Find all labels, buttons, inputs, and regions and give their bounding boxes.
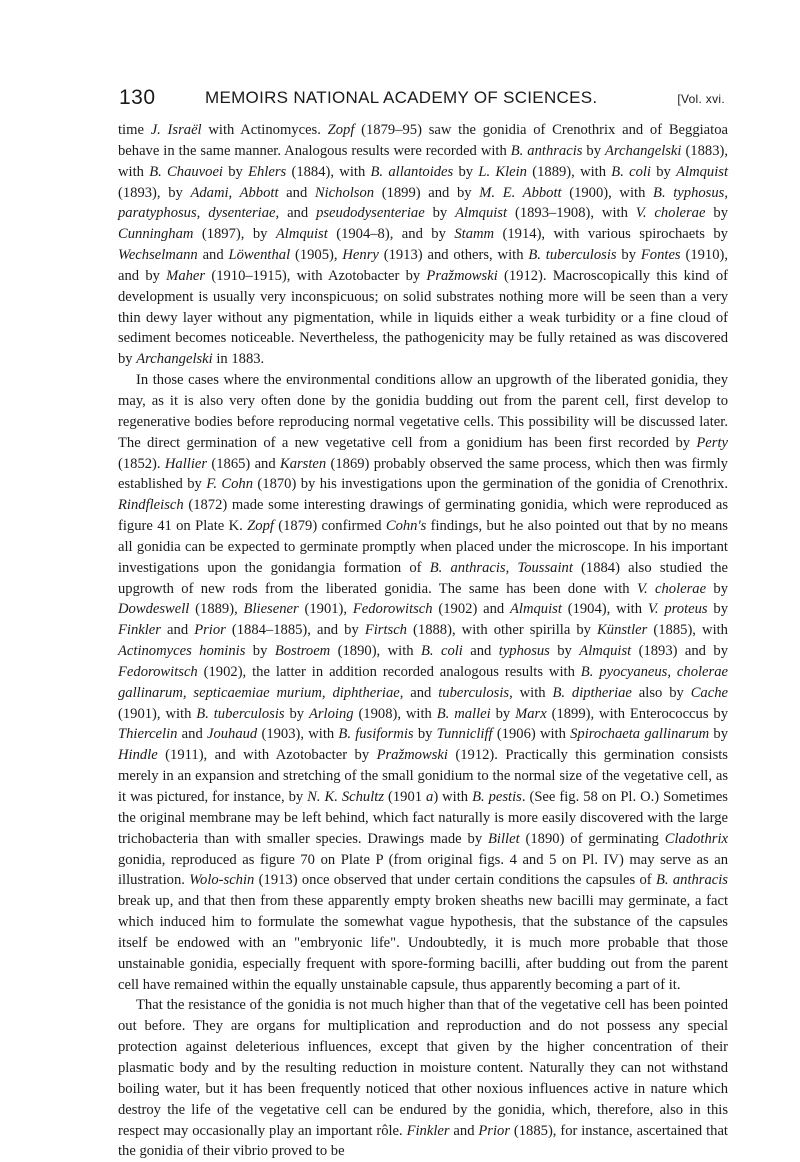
italic-run: Adami, Abbott — [190, 184, 279, 201]
italic-run: Cladothrix — [664, 830, 728, 847]
italic-run: Hindle — [118, 747, 158, 764]
page-header — [119, 86, 725, 110]
italic-run: Zopf — [327, 122, 355, 138]
text-run: (1913) once observed that under certain conditions the capsules of — [254, 872, 656, 889]
text-run: (1884) also studied the upgrowth of new rods from the liberated gonidia. The same has been done with — [118, 559, 728, 597]
italic-run: Fontes — [640, 247, 681, 264]
italic-run: Jouhaud — [206, 726, 258, 743]
italic-run: Almquist — [676, 163, 729, 180]
italic-run: Bostroem — [274, 643, 331, 660]
italic-run: B. typhosus, paratyphosus, dysenteriae, — [118, 184, 728, 222]
text-run: (1879) confirmed — [273, 518, 386, 535]
italic-run: Fedorowitsch — [118, 663, 198, 680]
text-run: by — [284, 705, 309, 722]
italic-run: Künstler — [597, 622, 648, 639]
italic-run: Billet — [488, 830, 520, 847]
text-run: break up, and that then from these apparently empty broken sheaths new bacilli may germinate, a fact which induced him to formulate the somewhat vague hypothesis, that the substance of the capsules itself be endowed with an "embryonic life". Undoubtedly, it is much more probable that those unstainable gonidia, especially frequent with spore-forming bacilli, after budding out from the parent cell have remained within the equally unstainable capsule, thus apparently becoming a part of it. — [118, 893, 728, 993]
text-run: and — [197, 247, 229, 264]
italic-run: Marx — [515, 705, 547, 722]
text-run: (1865) and — [207, 455, 280, 472]
text-run: by — [424, 205, 456, 222]
text-run: by — [705, 205, 728, 222]
text-run: (1872) made some interesting drawings of germinating gonidia, which were reproduced as figure 41 on Plate K. — [118, 497, 728, 535]
italic-run: Almquist — [510, 601, 562, 618]
italic-run: J. Israël — [150, 122, 202, 138]
text-run: by — [651, 163, 677, 180]
text-run: (1906) with — [492, 726, 571, 743]
text-run: (1889), with — [526, 163, 612, 180]
text-run: (1901), with — [118, 705, 197, 722]
text-run: by — [616, 247, 641, 264]
text-run: ) with — [433, 789, 473, 805]
italic-run: Karsten — [279, 455, 327, 472]
italic-run: B. anthracis — [655, 872, 728, 889]
text-run: (1897), by — [193, 226, 276, 243]
text-run: gonidia, reproduced as figure 70 on Plate P (from original figs. 4 and 5 on Pl. IV) may serve as an illustration. — [118, 851, 728, 889]
italic-run: Bliesener — [243, 601, 299, 618]
italic-run: typhosus — [498, 643, 550, 660]
italic-run: Almquist — [579, 643, 632, 660]
paragraph — [118, 120, 728, 370]
text-run: and — [403, 684, 439, 701]
text-run: (1910–1915), with Azotobacter by — [205, 267, 427, 284]
italic-run: Zopf — [247, 518, 274, 535]
text-run: findings, but he also pointed out that by no means all gonidia can be expected to germinate promptly when placed under the microscope. In his important investigations upon the gonidangia formation of — [118, 518, 728, 576]
text-run: In those cases where the environmental conditions allow an upgrowth of the liberated gonidia, they may, as it is also very often done by the gonidia budding out from the parent cell, first develop to regenerative bodies before reproducing normal vegetative cells. This possibility will be discussed later. The direct germination of a new vegetative cell from a gonidium has been first recorded by — [118, 372, 728, 451]
text-run: by — [707, 601, 728, 618]
text-run: (1904), with — [561, 601, 648, 618]
text-run: (1885), with — [647, 622, 728, 639]
text-run: (1913) and others, with — [378, 247, 529, 264]
text-run: (1899), with Enterococcus by — [546, 705, 728, 722]
italic-run: Dowdeswell — [118, 601, 190, 618]
italic-run: B. tuberculosis — [528, 247, 617, 264]
italic-run: V. proteus — [647, 601, 708, 618]
text-run: , with — [509, 684, 553, 701]
italic-run: Firtsch — [364, 622, 407, 639]
text-run: by — [549, 643, 580, 660]
running-title: MEMOIRS NATIONAL ACADEMY OF SCIENCES. — [205, 88, 598, 107]
italic-run: B. fusiformis — [338, 726, 414, 743]
body-text — [118, 120, 728, 1162]
text-run: (1883), with — [118, 142, 729, 180]
italic-run: Prior — [194, 622, 226, 639]
text-run: and — [160, 622, 195, 639]
text-run: (1902) and — [432, 601, 510, 618]
paragraph — [118, 995, 728, 1162]
text-run: (1908), with — [353, 705, 437, 722]
italic-run: B. diptheriae — [552, 684, 632, 701]
text-run: (1910), and by — [118, 247, 729, 284]
text-run: (1893–1908), with — [507, 205, 636, 222]
italic-run: B. pestis — [472, 789, 522, 805]
italic-run: Henry — [342, 247, 379, 264]
italic-run: Maher — [166, 267, 206, 284]
italic-run: Wechselmann — [118, 247, 198, 264]
text-run: That the resistance of the gonidia is not much higher than that of the vegetative cell has been pointed out before. They are organs for multiplication and reproduction and do not possess any special protection against deleterious influences, except that given by the higher concentration of their plasmatic body and by the resulting reduction in moisture content. Naturally they can not withstand boiling water, but it has been frequently noticed that other noxious influences active in nature which destroy the life of the vegetative cell can be endured by the gonidia, which, therefore, also in this respect may occasionally play an important rôle. — [118, 997, 728, 1139]
text-run: by — [706, 580, 729, 597]
italic-run: B. coli — [420, 643, 463, 660]
text-run: (1912). Practically this germination consists merely in an expansion and stretching of the small gonidium to the normal size of the vegetative cell, as it was pictured, for instance, by — [118, 747, 728, 805]
text-run: (1852). — [118, 455, 165, 472]
italic-run: Hallier — [164, 455, 208, 472]
text-run: (1905), — [290, 247, 343, 264]
text-run: by — [709, 726, 729, 743]
text-run: (1912). Macroscopically this kind of development is usually very inconspicuous; on solid substrates nothing more will be seen than a very thin dewy layer without any pigmentation, while in liquids either a weak turbidity or a fine cloud of sediment becomes noticeable. Nevertheless, the pathogenicity may be fully retained as was discovered by — [118, 267, 728, 368]
text-run: (1879–95) saw the gonidia of Crenothrix and of Beggiatoa behave in the same manner. Analogous results were recorded with — [118, 122, 728, 159]
italic-run: B. tuberculosis — [196, 705, 285, 722]
italic-run: B. mallei — [436, 705, 491, 722]
text-run: (1885), for instance, ascertained that the gonidia of their vibrio proved to be — [118, 1122, 728, 1160]
text-run: (1899) and by — [374, 184, 480, 201]
italic-run: Almquist — [455, 205, 508, 222]
italic-run: Actinomyces hominis — [118, 643, 246, 660]
text-run: (1914), with various spirochaets by — [494, 226, 728, 243]
text-run: (1889), — [189, 601, 244, 618]
italic-run: Cohn's — [385, 518, 427, 535]
text-run: also by — [631, 684, 691, 701]
text-run: (1888), with other spirilla by — [406, 622, 598, 639]
text-run: (1900), with — [561, 184, 654, 201]
text-run: (1870) by his investigations upon the germination of the gonidia of Crenothrix. — [253, 476, 728, 493]
text-run: (1901 — [384, 789, 427, 805]
text-run: (1903), with — [257, 726, 339, 743]
italic-run: Löwenthal — [228, 247, 291, 264]
text-run: (1869) probably observed the same process, which then was firmly established by — [118, 455, 728, 493]
text-run: by — [453, 163, 479, 180]
italic-run: Prior — [478, 1122, 511, 1139]
text-run: with Actinomyces. — [201, 122, 328, 138]
text-run: (1884), with — [286, 163, 371, 180]
volume-label: [Vol. xvi. — [677, 92, 725, 106]
text-run: time — [118, 122, 151, 138]
italic-run: Thiercelin — [118, 726, 178, 743]
text-run: and — [177, 726, 207, 743]
paragraph — [118, 370, 728, 995]
italic-run: B. allantoides — [370, 163, 454, 180]
text-run: (1890), with — [330, 643, 421, 660]
text-run: (1893), by — [118, 184, 191, 201]
text-run: and — [278, 184, 315, 201]
italic-run: Perty — [696, 434, 728, 451]
italic-run: Archangelski — [605, 142, 682, 159]
italic-run: Arloing — [308, 705, 354, 722]
italic-run: B. anthracis, Toussaint — [429, 559, 573, 576]
italic-run: M. E. Abbott — [479, 184, 562, 201]
italic-run: Finkler — [118, 622, 161, 639]
italic-run: Almquist — [275, 226, 328, 243]
italic-run: Ehlers — [248, 163, 287, 180]
text-run: by — [582, 142, 605, 159]
text-run: and — [279, 205, 317, 222]
text-run: by — [245, 643, 275, 660]
text-run: by — [490, 705, 516, 722]
text-run: and — [449, 1122, 479, 1139]
text-run: (1901), — [298, 601, 353, 618]
italic-run: Nicholson — [314, 184, 375, 201]
italic-run: pseudodysenteriae — [316, 205, 425, 222]
italic-run: F. Cohn — [206, 476, 254, 493]
text-run: (1884–1885), and by — [225, 622, 365, 639]
italic-run: Fedorowitsch — [352, 601, 433, 618]
text-run: (1902), the latter in addition recorded analogous results with — [197, 663, 581, 680]
text-run: (1890) of germinating — [519, 830, 665, 847]
italic-run: L. Klein — [478, 163, 527, 180]
italic-run: Finkler — [406, 1122, 450, 1139]
text-run: by — [222, 163, 249, 180]
italic-run: B. Chauvoei — [149, 163, 223, 180]
text-run: by — [413, 726, 437, 743]
italic-run: Rindfleisch — [118, 497, 184, 514]
text-run: (1893) and by — [631, 643, 728, 660]
italic-run: Tunnicliff — [436, 726, 493, 743]
italic-run: Pražmowski — [426, 267, 498, 284]
italic-run: N. K. Schultz — [307, 789, 385, 805]
italic-run: V. cholerae — [635, 205, 706, 222]
text-run: (1904–8), and by — [327, 226, 455, 243]
italic-run: Cache — [690, 684, 728, 701]
italic-run: Archangelski — [136, 351, 213, 368]
italic-run: B. anthracis — [510, 142, 583, 159]
text-run: and — [462, 643, 499, 660]
text-run: (1911), and with Azotobacter by — [157, 747, 377, 764]
italic-run: Wolo-schin — [189, 872, 255, 889]
italic-run: Cunningham — [118, 226, 194, 243]
italic-run: Spirochaeta gallinarum — [570, 726, 710, 743]
italic-run: Pražmowski — [376, 747, 448, 764]
italic-run: B. coli — [611, 163, 651, 180]
text-run: . (See fig. 58 on Pl. O.) Sometimes the original membrane may be left behind, which fact naturally is more easily discovered with the large trichobacteria than with smaller species. Drawings made by — [118, 789, 728, 847]
text-run: in 1883. — [212, 351, 265, 368]
italic-run: B. pyocyaneus, cholerae gallinarum, septicaemiae murium, diphtheriae, — [118, 663, 728, 701]
page-number: 130 — [119, 86, 156, 109]
italic-run: Stamm — [454, 226, 495, 243]
italic-run: V. cholerae — [636, 580, 707, 597]
italic-run: a — [426, 789, 434, 805]
italic-run: tuberculosis — [438, 684, 510, 701]
